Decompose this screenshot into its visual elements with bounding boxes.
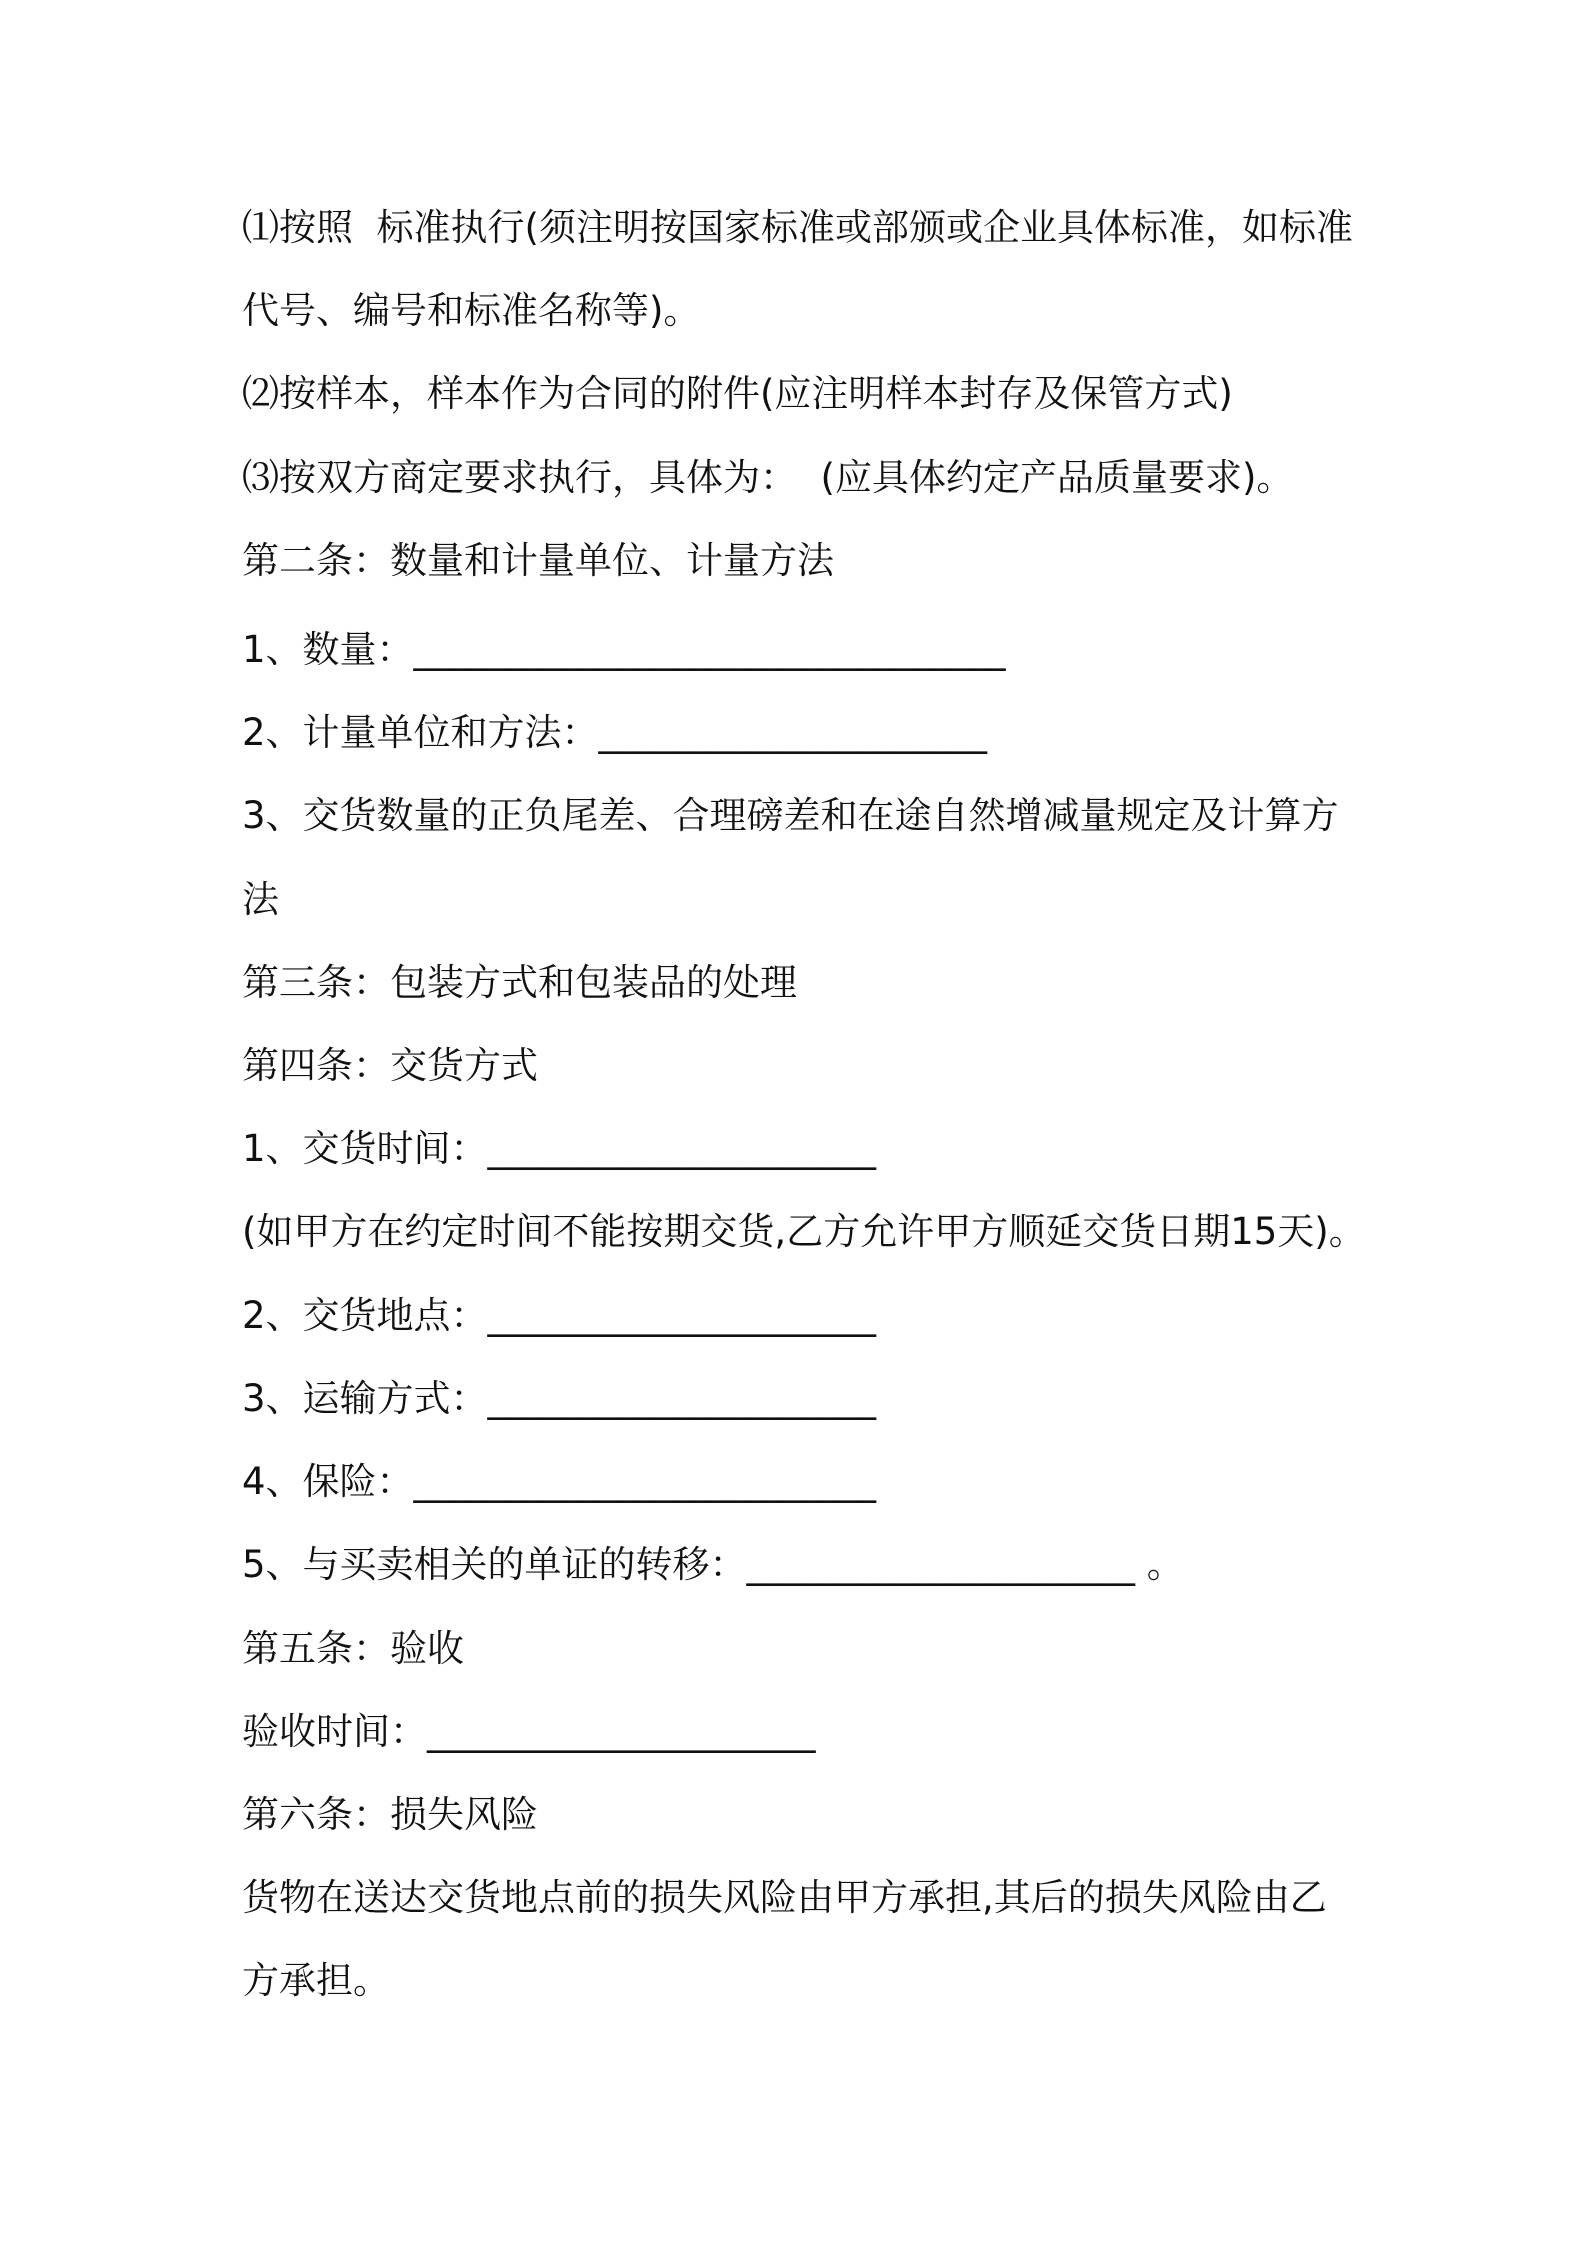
acceptance-time-line: 验收时间：_____________________	[242, 1710, 816, 1753]
tolerance-line-cont: 法	[242, 878, 279, 921]
risk-line-cont: 方承担。	[242, 1959, 390, 2002]
delivery-place-line: 2、交货地点：_____________________	[242, 1294, 877, 1337]
risk-line: 货物在送达交货地点前的损失风险由甲方承担,其后的损失风险由乙	[242, 1876, 1327, 1919]
transport-line: 3、运输方式：_____________________	[242, 1377, 877, 1420]
article-3-heading: 第三条：包装方式和包装品的处理	[242, 961, 797, 1004]
insurance-line: 4、保险：_________________________	[242, 1460, 877, 1503]
tolerance-line: 3、交货数量的正负尾差、合理磅差和在途自然增减量规定及计算方	[242, 794, 1339, 837]
delivery-time-line: 1、交货时间：_____________________	[242, 1127, 877, 1170]
documents-transfer-line: 5、与买卖相关的单证的转移：_____________________ 。	[242, 1543, 1184, 1586]
article-5-heading: 第五条：验收	[242, 1627, 464, 1670]
clause-1-2: ⑵按样本，样本作为合同的附件(应注明样本封存及保管方式)	[242, 372, 1233, 415]
article-6-heading: 第六条：损失风险	[242, 1793, 538, 1836]
quantity-line: 1、数量：________________________________	[242, 628, 1006, 671]
unit-method-line: 2、计量单位和方法：_____________________	[242, 711, 988, 754]
delivery-extension-note: (如甲方在约定时间不能按期交货,乙方允许甲方顺延交货日期15天)。	[242, 1210, 1366, 1253]
article-4-heading: 第四条：交货方式	[242, 1044, 538, 1087]
clause-1-3: ⑶按双方商定要求执行，具体为： (应具体约定产品质量要求)。	[242, 456, 1294, 499]
article-2-heading: 第二条：数量和计量单位、计量方法	[242, 539, 834, 582]
clause-1-1: ⑴按照 标准执行(须注明按国家标准或部颁或企业具体标准，如标准	[242, 206, 1353, 249]
clause-1-1-cont: 代号、编号和标准名称等)。	[242, 289, 701, 332]
